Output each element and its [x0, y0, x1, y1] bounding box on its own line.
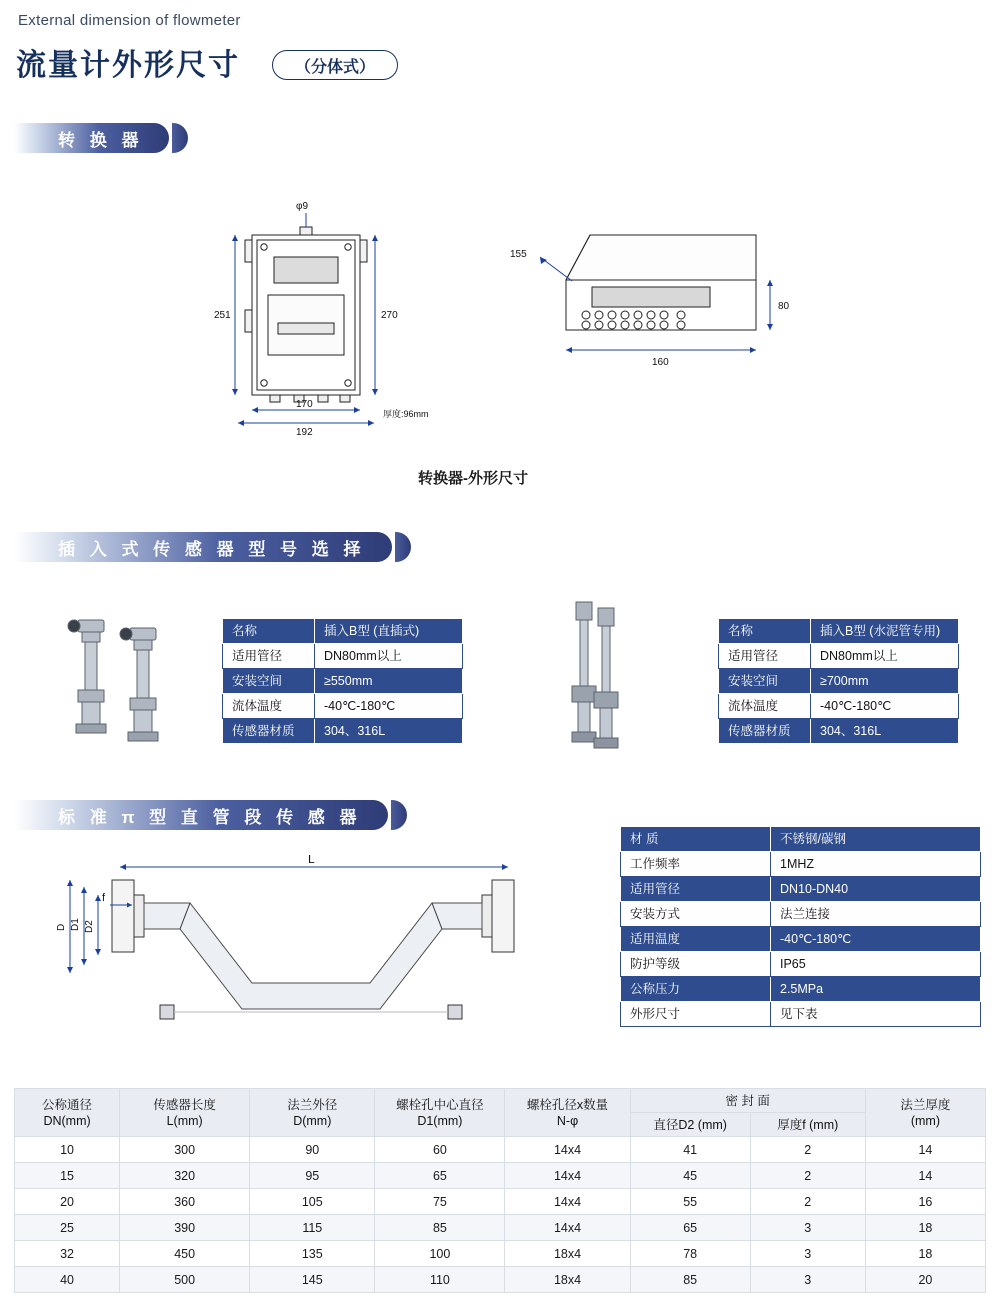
- section-banner-pi-sensor: [14, 800, 407, 830]
- row-key: 安装空间: [719, 669, 811, 694]
- th-dn: 公称通径 DN(mm): [15, 1089, 120, 1137]
- table-cell: 105: [250, 1189, 375, 1215]
- table-cell: 65: [630, 1215, 750, 1241]
- pi-dim-D2: D2: [84, 920, 95, 933]
- row-key: 公称压力: [621, 977, 771, 1002]
- table-cell: 18: [865, 1241, 985, 1267]
- pi-dim-f: f: [102, 892, 106, 904]
- table-cell: 78: [630, 1241, 750, 1267]
- table-header-row: [15, 1089, 986, 1113]
- row-key: 防护等级: [621, 952, 771, 977]
- table-cell: 3: [750, 1267, 865, 1293]
- row-value: ≥700mm: [811, 669, 959, 694]
- table-cell: 18x4: [505, 1267, 630, 1293]
- table-cell: 3: [750, 1215, 865, 1241]
- table-cell: 60: [375, 1137, 505, 1163]
- table-row: [621, 977, 981, 1002]
- table-cell: 14x4: [505, 1189, 630, 1215]
- row-value: 2.5MPa: [771, 977, 981, 1002]
- dim-width-outer: 192: [296, 427, 313, 438]
- table-cell: 100: [375, 1241, 505, 1267]
- table-row: [223, 644, 463, 669]
- dim-width-inner: 170: [296, 399, 313, 410]
- table-row: [15, 1137, 986, 1163]
- table-cell: 20: [865, 1267, 985, 1293]
- table-cell: 45: [630, 1163, 750, 1189]
- th-d1: 螺栓孔中心直径 D1(mm): [375, 1089, 505, 1137]
- table-cell: 14: [865, 1137, 985, 1163]
- table-row: [223, 719, 463, 744]
- row-key: 适用管径: [223, 644, 315, 669]
- row-key: 外形尺寸: [621, 1002, 771, 1027]
- table-row: [15, 1215, 986, 1241]
- row-key: 材 质: [621, 827, 771, 852]
- table-cell: 2: [750, 1137, 865, 1163]
- table-cell: 10: [15, 1137, 120, 1163]
- row-value: 插入B型 (直插式): [315, 619, 463, 644]
- th-thickness: 法兰厚度 (mm): [865, 1089, 985, 1137]
- row-value: IP65: [771, 952, 981, 977]
- row-value: 见下表: [771, 1002, 981, 1027]
- row-key: 传感器材质: [223, 719, 315, 744]
- table-cell: 18: [865, 1215, 985, 1241]
- table-cell: 20: [15, 1189, 120, 1215]
- table-cell: 3: [750, 1241, 865, 1267]
- table-row: [719, 694, 959, 719]
- table-cell: 25: [15, 1215, 120, 1241]
- table-row: [719, 644, 959, 669]
- row-value: 插入B型 (水泥管专用): [811, 619, 959, 644]
- row-key: 安装空间: [223, 669, 315, 694]
- table-row: [223, 669, 463, 694]
- section-banner-insert-sensor-label: 插 入 式 传 感 器 型 号 选 择: [14, 532, 392, 562]
- row-value: 304、316L: [315, 719, 463, 744]
- table-cell: 2: [750, 1163, 865, 1189]
- table-cell: 18x4: [505, 1241, 630, 1267]
- table-body: [15, 1137, 986, 1293]
- row-value: -40℃-180℃: [315, 694, 463, 719]
- table-cell: 55: [630, 1189, 750, 1215]
- table-row: [719, 719, 959, 744]
- table-cell: 95: [250, 1163, 375, 1189]
- dim-side-width: 160: [652, 357, 669, 368]
- table-row: [621, 927, 981, 952]
- row-value: 304、316L: [811, 719, 959, 744]
- table-cell: 115: [250, 1215, 375, 1241]
- pi-sensor-spec-table: [620, 826, 981, 1027]
- table-cell: 85: [630, 1267, 750, 1293]
- row-value: -40℃-180℃: [811, 694, 959, 719]
- table-row: [719, 619, 959, 644]
- table-cell: 65: [375, 1163, 505, 1189]
- section-banner-pi-sensor-label: 标 准 π 型 直 管 段 传 感 器: [14, 800, 388, 830]
- th-d2: 直径D2 (mm): [630, 1113, 750, 1137]
- table-cell: 85: [375, 1215, 505, 1241]
- table-row: [15, 1241, 986, 1267]
- row-key: 传感器材质: [719, 719, 811, 744]
- row-value: -40℃-180℃: [771, 927, 981, 952]
- table-cell: 15: [15, 1163, 120, 1189]
- row-key: 适用管径: [719, 644, 811, 669]
- row-value: DN80mm以上: [811, 644, 959, 669]
- table-cell: 360: [120, 1189, 250, 1215]
- section-banner-tail: [172, 123, 188, 153]
- table-cell: 450: [120, 1241, 250, 1267]
- table-row: [621, 852, 981, 877]
- table-row: [15, 1163, 986, 1189]
- table-cell: 40: [15, 1267, 120, 1293]
- table-row: [223, 619, 463, 644]
- pi-dim-L: L: [308, 855, 315, 866]
- row-key: 流体温度: [719, 694, 811, 719]
- row-key: 流体温度: [223, 694, 315, 719]
- table-cell: 110: [375, 1267, 505, 1293]
- th-seal-group: 密 封 面: [630, 1089, 865, 1113]
- table-cell: 75: [375, 1189, 505, 1215]
- table-cell: 14x4: [505, 1215, 630, 1241]
- insert-sensor-table-1: [222, 618, 463, 744]
- row-key: 工作频率: [621, 852, 771, 877]
- dim-depth: 155: [510, 249, 527, 260]
- page-subtitle-en: External dimension of flowmeter: [18, 12, 241, 29]
- row-key: 安装方式: [621, 902, 771, 927]
- converter-caption: 转换器-外形尺寸: [418, 470, 528, 487]
- converter-drawing: [200, 195, 820, 440]
- page-title-badge: （分体式）: [272, 50, 398, 80]
- table-cell: 145: [250, 1267, 375, 1293]
- dim-hole: φ9: [296, 201, 309, 212]
- table-row: [15, 1267, 986, 1293]
- table-cell: 14: [865, 1163, 985, 1189]
- pi-sensor-drawing: [40, 855, 560, 1060]
- table-row: [621, 827, 981, 852]
- table-cell: 14x4: [505, 1137, 630, 1163]
- row-key: 适用温度: [621, 927, 771, 952]
- table-cell: 90: [250, 1137, 375, 1163]
- pi-dim-D1: D1: [70, 918, 81, 931]
- row-value: DN10-DN40: [771, 877, 981, 902]
- th-nphi: 螺栓孔径x数量 N-φ: [505, 1089, 630, 1137]
- row-value: 不锈钢/碳钢: [771, 827, 981, 852]
- section-banner-converter: [14, 123, 188, 153]
- section-banner-tail-2: [395, 532, 411, 562]
- insert-sensor-photo-2: [552, 596, 662, 761]
- table-cell: 500: [120, 1267, 250, 1293]
- table-cell: 320: [120, 1163, 250, 1189]
- table-cell: 41: [630, 1137, 750, 1163]
- pi-dim-D: D: [56, 923, 67, 931]
- dimension-data-table: [14, 1088, 986, 1293]
- th-d: 法兰外径 D(mm): [250, 1089, 375, 1137]
- page-title: 流量计外形尺寸: [16, 49, 240, 82]
- table-row: [223, 694, 463, 719]
- row-key: 名称: [719, 619, 811, 644]
- table-cell: 14x4: [505, 1163, 630, 1189]
- table-row: [621, 877, 981, 902]
- table-cell: 2: [750, 1189, 865, 1215]
- table-row: [621, 902, 981, 927]
- row-value: ≥550mm: [315, 669, 463, 694]
- insert-sensor-table-2: [718, 618, 959, 744]
- section-banner-insert-sensor: [14, 532, 411, 562]
- table-cell: 135: [250, 1241, 375, 1267]
- table-row: [15, 1189, 986, 1215]
- table-cell: 32: [15, 1241, 120, 1267]
- table-cell: 16: [865, 1189, 985, 1215]
- th-f: 厚度f (mm): [750, 1113, 865, 1137]
- section-banner-converter-label: 转 换 器: [14, 123, 169, 153]
- table-cell: 300: [120, 1137, 250, 1163]
- insert-sensor-photo-1: [52, 610, 192, 755]
- table-row: [621, 952, 981, 977]
- table-row: [719, 669, 959, 694]
- table-row: [621, 1002, 981, 1027]
- dim-right-height: 270: [381, 310, 398, 321]
- section-banner-tail-3: [391, 800, 407, 830]
- dim-side-height: 80: [778, 301, 790, 312]
- row-value: DN80mm以上: [315, 644, 463, 669]
- row-key: 适用管径: [621, 877, 771, 902]
- th-l: 传感器长度 L(mm): [120, 1089, 250, 1137]
- row-key: 名称: [223, 619, 315, 644]
- table-cell: 390: [120, 1215, 250, 1241]
- dim-thickness: 厚度:96mm: [383, 409, 429, 419]
- row-value: 1MHZ: [771, 852, 981, 877]
- dim-left-height: 251: [214, 310, 231, 321]
- row-value: 法兰连接: [771, 902, 981, 927]
